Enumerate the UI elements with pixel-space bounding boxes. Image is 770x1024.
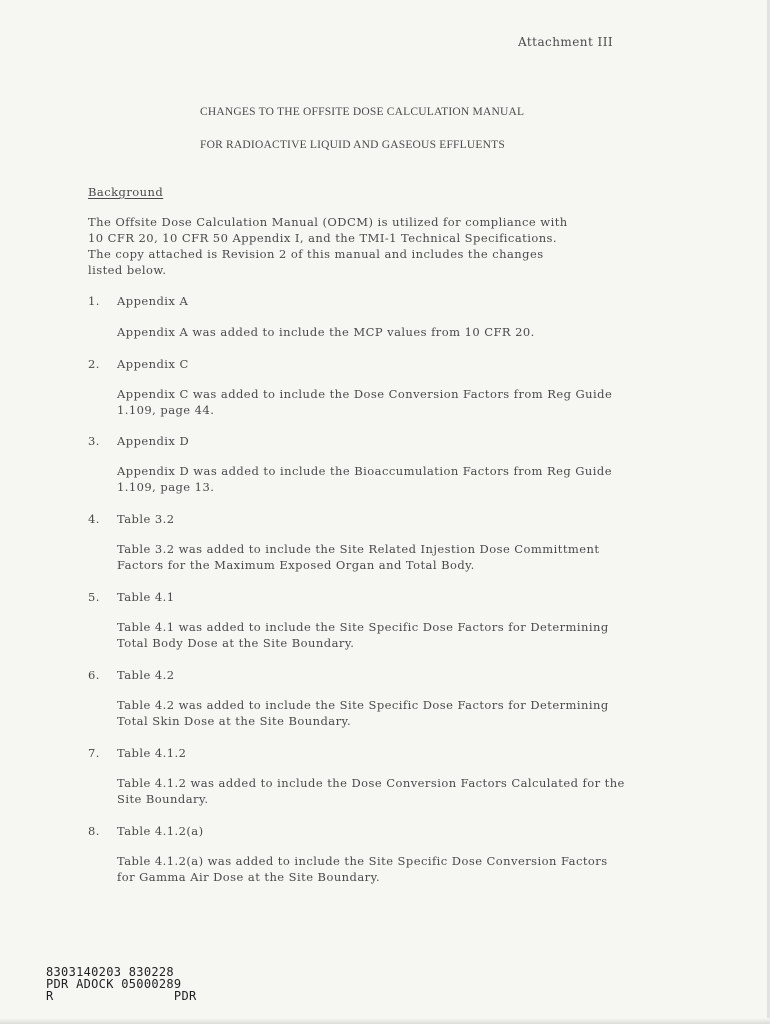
item-title: Table 4.1.2	[117, 746, 187, 760]
docket-stamp-line: R PDR	[46, 989, 197, 1003]
item-description	[117, 541, 727, 573]
background-line: The copy attached is Revision 2 of this manual and includes the changes	[88, 247, 544, 261]
item-number: 8.	[88, 824, 100, 838]
item-description-line: Table 4.1 was added to include the Site Specific Dose Factors for Determining	[117, 620, 609, 634]
item-description-line: Appendix C was added to include the Dose Conversion Factors from Reg Guide	[117, 387, 613, 401]
docket-stamp	[46, 966, 197, 1002]
item-number: 7.	[88, 746, 100, 760]
docket-stamp-line: PDR ADOCK 05000289	[46, 977, 182, 991]
item-description-line: Table 4.2 was added to include the Site Specific Dose Factors for Determining	[117, 698, 609, 712]
item-description-line: Table 3.2 was added to include the Site Related Injestion Dose Committment	[117, 542, 600, 556]
item-title: Appendix C	[117, 357, 189, 371]
background-line: listed below.	[88, 263, 167, 277]
background-line: 10 CFR 20, 10 CFR 50 Appendix I, and the TMI-1 Technical Specifications.	[88, 231, 558, 245]
item-number: 3.	[88, 434, 100, 448]
item-description-line: Appendix A was added to include the MCP values from 10 CFR 20.	[117, 325, 535, 339]
item-description	[117, 386, 727, 418]
item-number: 2.	[88, 357, 100, 371]
item-number: 1.	[88, 294, 100, 308]
item-description	[117, 463, 727, 495]
item-title: Table 4.1.2(a)	[117, 824, 204, 838]
item-description	[117, 853, 727, 885]
item-title: Appendix A	[117, 294, 189, 308]
document-title-line-2: FOR RADIOACTIVE LIQUID AND GASEOUS EFFLUENTS	[200, 139, 505, 151]
item-description	[117, 619, 727, 651]
item-description-line: Table 4.1.2 was added to include the Dose Conversion Factors Calculated for the	[117, 776, 625, 790]
item-description-line: Table 4.1.2(a) was added to include the Site Specific Dose Conversion Factors	[117, 854, 608, 868]
item-title: Appendix D	[117, 434, 190, 448]
item-description-line: 1.109, page 44.	[117, 403, 215, 417]
background-line: The Offsite Dose Calculation Manual (ODCM) is utilized for compliance with	[88, 215, 568, 229]
item-description-line: Total Skin Dose at the Site Boundary.	[117, 714, 352, 728]
item-description-line: Factors for the Maximum Exposed Organ and Total Body.	[117, 558, 475, 572]
page-edge-shadow	[0, 1018, 770, 1024]
item-number: 5.	[88, 590, 100, 604]
item-description-line: 1.109, page 13.	[117, 480, 215, 494]
docket-stamp-line: 8303140203 830228	[46, 965, 174, 979]
item-title: Table 4.2	[117, 668, 175, 682]
attachment-label: Attachment III	[518, 35, 614, 49]
item-number: 4.	[88, 512, 100, 526]
item-description	[117, 697, 727, 729]
item-description-line: Appendix D was added to include the Bioaccumulation Factors from Reg Guide	[117, 464, 612, 478]
item-title: Table 4.1	[117, 590, 175, 604]
background-heading: Background	[88, 185, 164, 199]
document-title-line-1: CHANGES TO THE OFFSITE DOSE CALCULATION MANUAL	[200, 106, 525, 118]
item-description	[117, 775, 727, 807]
item-number: 6.	[88, 668, 100, 682]
item-title: Table 3.2	[117, 512, 175, 526]
item-description-line: Total Body Dose at the Site Boundary.	[117, 636, 355, 650]
background-paragraph	[88, 214, 668, 278]
item-description	[117, 324, 727, 340]
item-description-line: Site Boundary.	[117, 792, 209, 806]
item-description-line: for Gamma Air Dose at the Site Boundary.	[117, 870, 381, 884]
